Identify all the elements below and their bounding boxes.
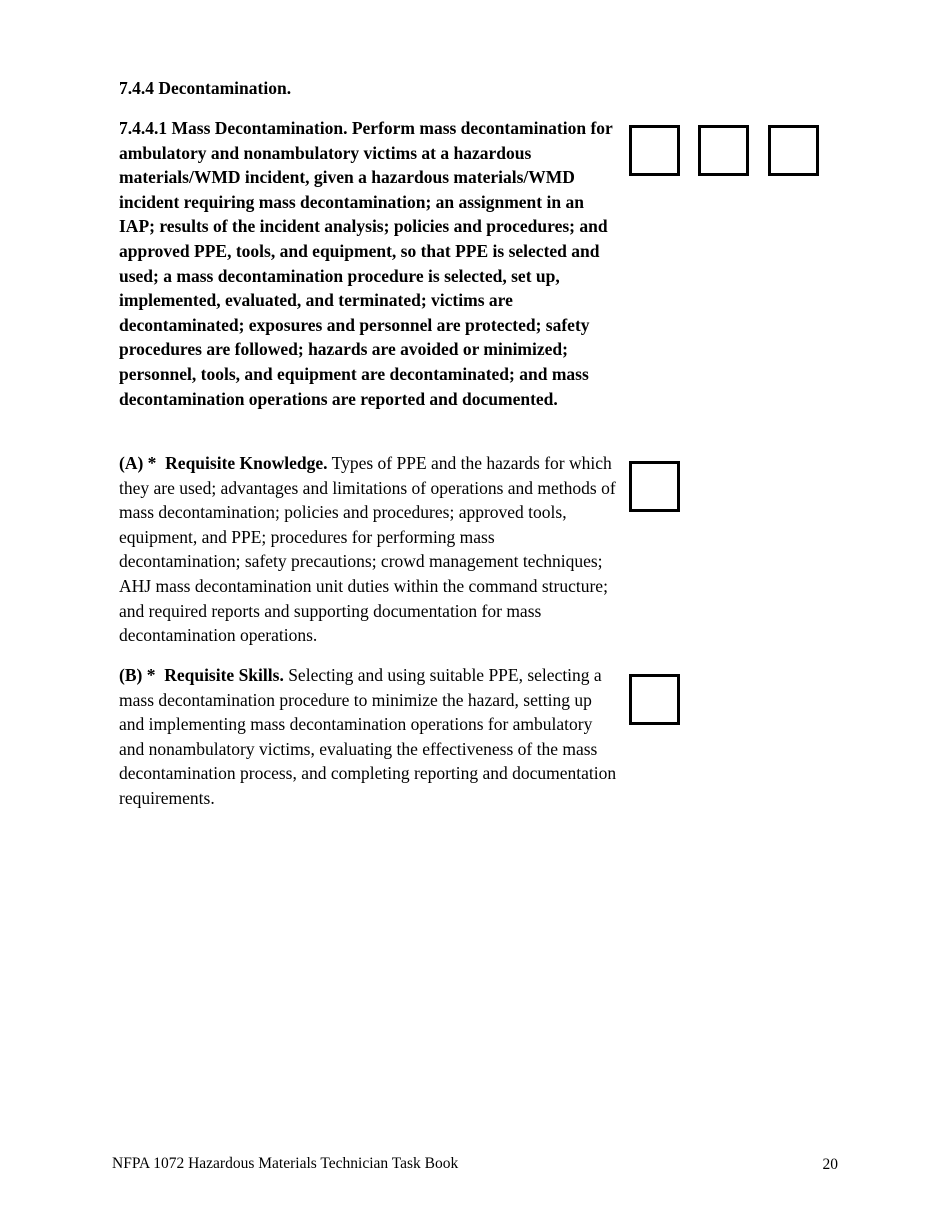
main-requirement-checkbox-1[interactable] (629, 125, 680, 176)
requisite-knowledge-title: Requisite Knowledge. (165, 453, 328, 473)
requisite-skills-body: Selecting and using suitable PPE, selecting a mass decontamination procedure to minimize the hazard, setting up and implementing mass decontamination operations for ambulatory and nonambulatory victims, evaluating the effectiveness of the mass decontamination process, and completing reporting and documentation requirements. (119, 665, 617, 808)
requisite-knowledge-body: Types of PPE and the hazards for which they are used; advantages and limitations of operations and methods of mass decontamination; policies and procedures; approved tools, equipment, and PPE; procedures for performing mass decontamination; safety precautions; crowd management techniques; AHJ mass decontamination unit duties within the command structure; and required reports and supporting documentation for mass decontamination operations. (119, 453, 616, 646)
requisite-skills-checkbox[interactable] (629, 674, 680, 725)
requisite-knowledge-paragraph (119, 451, 619, 648)
requisite-knowledge-marker: (A) * (119, 453, 157, 473)
requisite-skills-title: Requisite Skills. (164, 665, 284, 685)
requisite-skills-paragraph (119, 663, 619, 811)
footer-title: NFPA 1072 Hazardous Materials Technician Task Book (112, 1155, 459, 1172)
requisite-skills-marker: (B) * (119, 665, 156, 685)
section-heading: 7.4.4 Decontamination. (119, 78, 292, 98)
requisite-knowledge-checkbox[interactable] (629, 461, 680, 512)
page-number: 20 (822, 1156, 838, 1173)
main-requirement-checkbox-3[interactable] (768, 125, 819, 176)
main-requirement-text: 7.4.4.1 Mass Decontamination. Perform mass decontamination for ambulatory and nonambulatory victims at a hazardous materials/WMD incident, given a hazardous materials/WMD incident requiring mass decontamination; an assignment in an IAP; results of the incident analysis; policies and procedures; and approved PPE, tools, and equipment, so that PPE is selected and used; a mass decontamination procedure is selected, set up, implemented, evaluated, and terminated; victims are decontaminated; exposures and personnel are protected; safety procedures are followed; hazards are avoided or minimized; personnel, tools, and equipment are decontaminated; and mass decontamination operations are reported and documented. (119, 118, 613, 409)
main-requirement-checkbox-2[interactable] (698, 125, 749, 176)
